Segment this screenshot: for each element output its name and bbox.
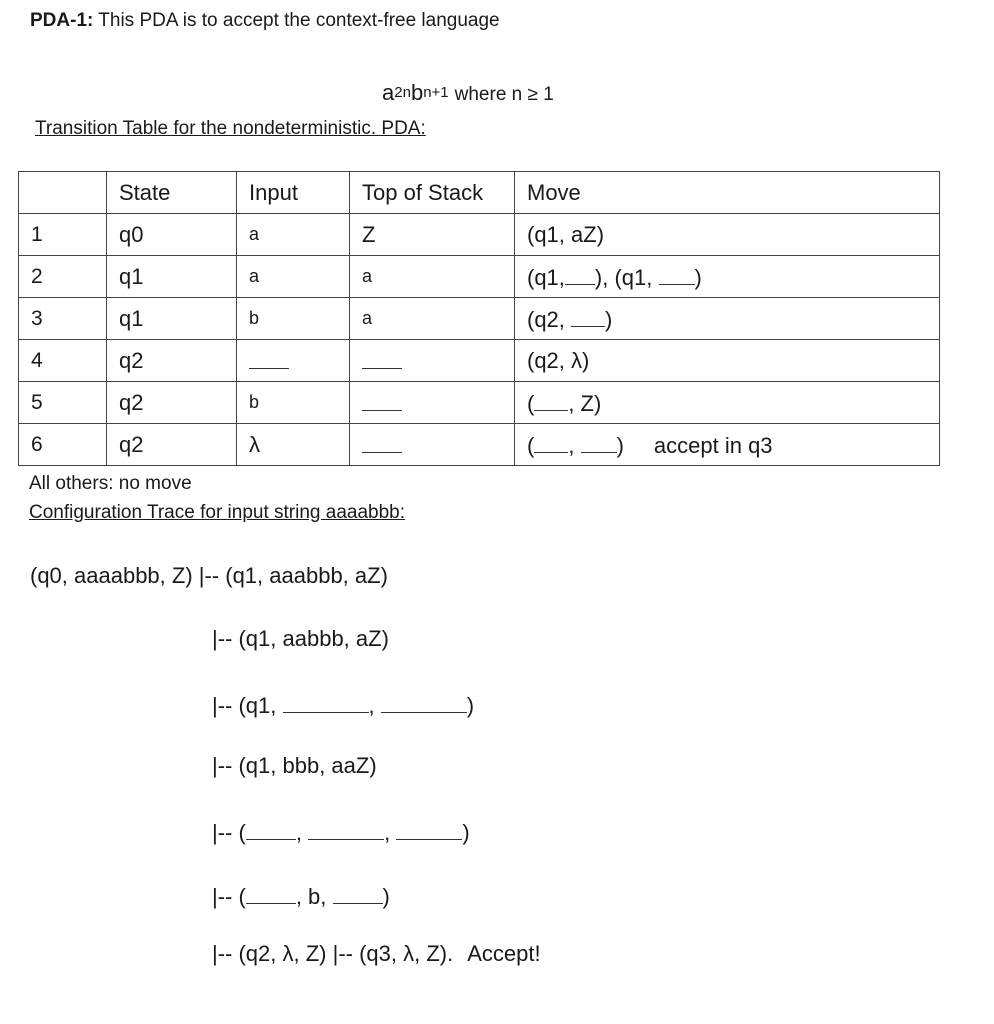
trace-line: (q0, aaaabbb, Z) |-- (q1, aaabbb, aZ)	[30, 563, 388, 588]
row-state: q2	[107, 382, 237, 424]
transition-table-title: Transition Table for the nondeterministic. PDA:	[35, 118, 426, 139]
row-num: 1	[19, 214, 107, 256]
blank	[362, 388, 402, 411]
move-part: )	[605, 307, 613, 332]
row-state: q0	[107, 214, 237, 256]
row-move: (q2, λ)	[515, 340, 940, 382]
move-part: (	[527, 433, 535, 458]
trace-part: )	[466, 693, 475, 718]
blank	[534, 430, 568, 453]
row-input	[237, 340, 350, 382]
move-part: (q2,	[527, 307, 565, 332]
move-part: (q1,	[527, 265, 565, 290]
trace-part: )	[382, 884, 390, 909]
row-state: q2	[107, 424, 237, 466]
row-num: 2	[19, 256, 107, 298]
table-header-row	[19, 172, 940, 214]
blank	[659, 262, 695, 285]
row-move: (q1, aZ)	[515, 214, 940, 256]
row-state: q2	[107, 340, 237, 382]
lang-exp-b: n+1	[423, 84, 449, 101]
lang-exp-a: 2n	[394, 84, 411, 101]
move-part: )	[694, 265, 702, 290]
row-top: a	[350, 298, 515, 340]
trace-part: |-- (q1,	[212, 693, 277, 718]
move-part: ,	[568, 433, 575, 458]
blank	[534, 388, 568, 411]
trace-line	[212, 881, 390, 910]
move-part: (	[527, 391, 535, 416]
trace-line: |-- (q1, bbb, aaZ)	[212, 753, 377, 778]
blank	[565, 262, 595, 285]
header-state: State	[107, 172, 237, 214]
row-input: λ	[237, 424, 350, 466]
row-move	[515, 298, 940, 340]
blank	[362, 346, 402, 369]
table-row	[19, 214, 940, 256]
trace-part: , b,	[295, 884, 327, 909]
row-top: a	[350, 256, 515, 298]
move-part: )	[616, 433, 624, 458]
blank	[283, 690, 369, 713]
blank	[249, 346, 289, 369]
document-heading	[30, 10, 500, 32]
table-row	[19, 424, 940, 466]
row-top: Z	[350, 214, 515, 256]
all-others-note: All others: no move	[29, 473, 192, 494]
trace-title: Configuration Trace for input string aaaabbb:	[29, 502, 406, 523]
row-input: b	[237, 298, 350, 340]
table-row	[19, 340, 940, 382]
trace-part: ,	[295, 820, 302, 845]
blank	[246, 881, 296, 904]
row-num: 6	[19, 424, 107, 466]
trace-part: |-- (	[212, 884, 246, 909]
row-top	[350, 382, 515, 424]
table-row	[19, 382, 940, 424]
blank	[308, 817, 384, 840]
trace-part: |-- (	[212, 820, 246, 845]
row-top	[350, 340, 515, 382]
header-top-of-stack: Top of Stack	[350, 172, 515, 214]
header-input: Input	[237, 172, 350, 214]
blank	[246, 817, 296, 840]
table-row	[19, 298, 940, 340]
trace-line: |-- (q1, aabbb, aZ)	[212, 626, 389, 651]
row-state: q1	[107, 256, 237, 298]
row-move	[515, 382, 940, 424]
move-part: , Z)	[568, 391, 602, 416]
row-num: 5	[19, 382, 107, 424]
row-move	[515, 256, 940, 298]
move-part: ), (q1,	[594, 265, 653, 290]
row-input: a	[237, 214, 350, 256]
lang-base-b: b	[410, 80, 424, 105]
row-num: 4	[19, 340, 107, 382]
accept-note: accept in q3	[653, 433, 773, 458]
row-num: 3	[19, 298, 107, 340]
header-num	[19, 172, 107, 214]
row-state: q1	[107, 298, 237, 340]
row-top	[350, 424, 515, 466]
blank	[581, 430, 617, 453]
row-input: b	[237, 382, 350, 424]
table-row	[19, 256, 940, 298]
trace-part: |-- (q2, λ, Z) |-- (q3, λ, Z).	[212, 941, 454, 966]
blank	[362, 430, 402, 453]
trace-line	[212, 817, 470, 846]
blank	[396, 817, 462, 840]
transition-table	[18, 171, 940, 466]
blank	[333, 881, 383, 904]
row-input: a	[237, 256, 350, 298]
trace-part: ,	[368, 693, 375, 718]
lang-condition: where n ≥ 1	[454, 84, 554, 105]
trace-part: )	[462, 820, 470, 845]
header-move: Move	[515, 172, 940, 214]
blank	[571, 304, 605, 327]
language-expression	[382, 80, 554, 106]
trace-line	[212, 941, 541, 967]
trace-line	[212, 690, 474, 719]
lang-base-a: a	[382, 80, 395, 105]
row-move	[515, 424, 940, 466]
heading-text: This PDA is to accept the context-free language	[98, 10, 500, 31]
trace-part: ,	[384, 820, 391, 845]
accept-label: Accept!	[467, 941, 541, 966]
heading-label: PDA-1:	[30, 10, 94, 31]
blank	[381, 690, 467, 713]
